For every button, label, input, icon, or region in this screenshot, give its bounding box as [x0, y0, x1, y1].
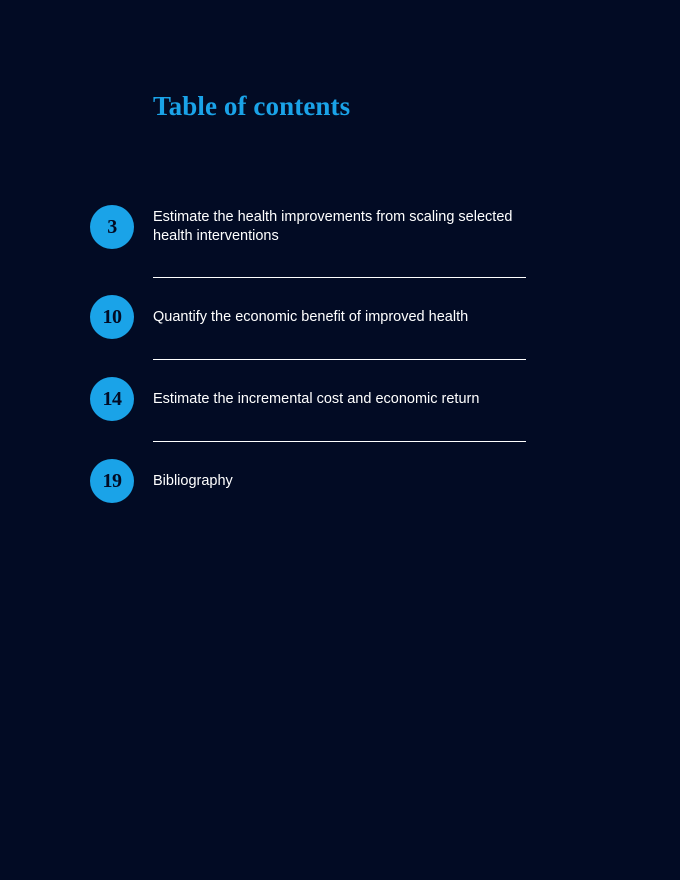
toc-divider [153, 359, 526, 360]
toc-divider [153, 277, 526, 278]
page-number-badge: 14 [90, 377, 134, 421]
page-number-badge: 3 [90, 205, 134, 249]
toc-entry-1[interactable] [90, 205, 526, 249]
page-title: Table of contents [153, 91, 351, 121]
toc-entry-4[interactable] [90, 459, 526, 503]
toc-entry-3[interactable] [90, 377, 526, 421]
page-number-badge: 19 [90, 459, 134, 503]
toc-entry-label: Quantify the economic benefit of improved health [153, 309, 469, 325]
toc-entry-label: Estimate the incremental cost and economic return [153, 391, 480, 407]
toc-entry-label: Estimate the health improvements from scaling selected health interventions [153, 209, 513, 244]
toc-entry-label: Bibliography [153, 473, 233, 489]
toc-entry-2[interactable] [90, 295, 526, 339]
toc-divider [153, 441, 526, 442]
page-number-badge: 10 [90, 295, 134, 339]
